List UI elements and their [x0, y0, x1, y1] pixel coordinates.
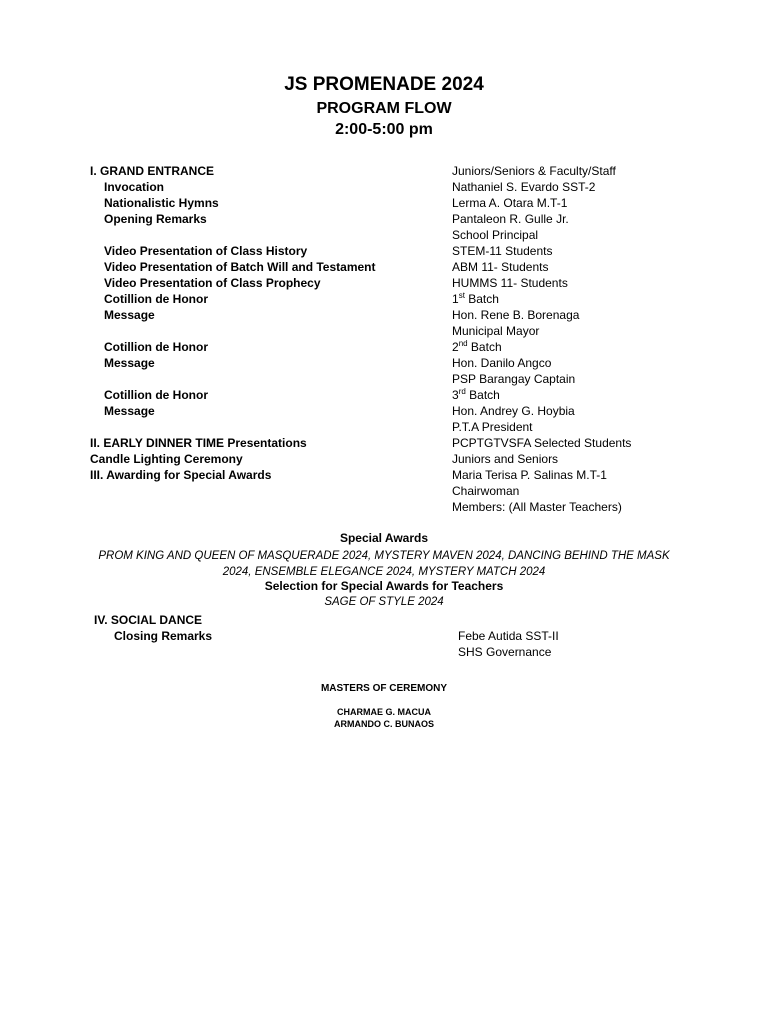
program-item: I. GRAND ENTRANCE: [90, 164, 215, 178]
special-awards-list: PROM KING AND QUEEN OF MASQUERADE 2024, MYSTERY MAVEN 2024, DANCING BEHIND THE MASK 2024, ENSEMBLE ELEGANCE 2024, MYSTERY MATCH 2024: [98, 550, 670, 578]
batch-label: [452, 339, 752, 355]
program-item: Invocation: [104, 180, 165, 194]
assignee: Chairwoman: [452, 484, 520, 498]
batch-number: 3: [452, 388, 459, 402]
batch-word: Batch: [464, 292, 499, 306]
program-item: Message: [104, 308, 155, 322]
program-item: Video Presentation of Class History: [104, 244, 308, 258]
teacher-awards-list: SAGE OF STYLE 2024: [324, 596, 444, 608]
program-item: Cotillion de Honor: [104, 292, 208, 306]
assignee: Juniors and Seniors: [452, 452, 559, 466]
batch-ordinal: nd: [458, 339, 468, 348]
assignee: ABM 11- Students: [452, 260, 549, 274]
assignee: School Principal: [452, 228, 539, 242]
program-item: III. Awarding for Special Awards: [90, 468, 272, 482]
batch-number: 2: [452, 340, 459, 354]
masters-of-ceremony-heading: MASTERS OF CEREMONY: [320, 683, 448, 694]
assignee: Hon. Danilo Angco: [452, 356, 552, 370]
assignee: STEM-11 Students: [452, 244, 553, 258]
emcee-name: ARMANDO C. BUNAOS: [334, 719, 434, 729]
batch-number: 1: [452, 292, 459, 306]
batch-word: Batch: [465, 388, 500, 402]
assignee: Juniors/Seniors & Faculty/Staff: [452, 164, 616, 178]
assignee: Hon. Rene B. Borenaga: [452, 308, 580, 322]
assignee: Pantaleon R. Gulle Jr.: [452, 212, 569, 226]
program-item: Nationalistic Hymns: [104, 196, 219, 210]
emcee-name: CHARMAE G. MACUA: [337, 707, 431, 717]
program-item: Opening Remarks: [104, 212, 207, 226]
batch-label: [452, 291, 752, 307]
spacer: [90, 419, 450, 435]
spacer: [90, 323, 450, 339]
closing-speaker-role: SHS Governance: [458, 645, 552, 659]
teacher-awards-heading: Selection for Special Awards for Teachers: [264, 579, 504, 593]
assignee: PCPTGTVSFA Selected Students: [452, 436, 632, 450]
special-awards-heading: Special Awards: [339, 531, 429, 545]
program-item: Message: [104, 356, 155, 370]
program-item: Candle Lighting Ceremony: [90, 452, 243, 466]
assignee: Hon. Andrey G. Hoybia: [452, 404, 575, 418]
program-item: II. EARLY DINNER TIME Presentations: [90, 436, 307, 450]
batch-word: Batch: [467, 340, 502, 354]
assignee: PSP Barangay Captain: [452, 372, 576, 386]
program-items-column: [90, 163, 450, 483]
program-assignees-column: [452, 163, 752, 515]
social-dance-heading: IV. SOCIAL DANCE: [94, 613, 203, 627]
assignee: HUMMS 11- Students: [452, 276, 568, 290]
assignee: Municipal Mayor: [452, 324, 540, 338]
program-item: Cotillion de Honor: [104, 388, 208, 402]
program-item: Video Presentation of Batch Will and Testament: [104, 260, 376, 274]
spacer: [90, 227, 450, 243]
assignee: Maria Terisa P. Salinas M.T-1: [452, 468, 607, 482]
closing-speaker: [458, 628, 559, 660]
assignee: Lerma A. Otara M.T-1: [452, 196, 568, 210]
masters-of-ceremony-names: [0, 706, 768, 730]
batch-ordinal: rd: [458, 387, 466, 396]
assignee: Members: (All Master Teachers): [452, 500, 622, 514]
closing-remarks-item: Closing Remarks: [114, 629, 213, 643]
assignee: Nathaniel S. Evardo SST-2: [452, 180, 596, 194]
program-item: Cotillion de Honor: [104, 340, 208, 354]
document-subtitle: PROGRAM FLOW: [316, 100, 452, 117]
spacer: [90, 371, 450, 387]
program-item: Message: [104, 404, 155, 418]
program-item: Video Presentation of Class Prophecy: [104, 276, 321, 290]
closing-speaker-name: Febe Autida SST-II: [458, 629, 559, 643]
social-dance-section: [94, 612, 212, 644]
document-title: JS PROMENADE 2024: [284, 74, 484, 95]
batch-ordinal: st: [458, 291, 465, 300]
batch-label: [452, 387, 752, 403]
assignee: P.T.A President: [452, 420, 533, 434]
program-time: 2:00-5:00 pm: [335, 121, 433, 138]
